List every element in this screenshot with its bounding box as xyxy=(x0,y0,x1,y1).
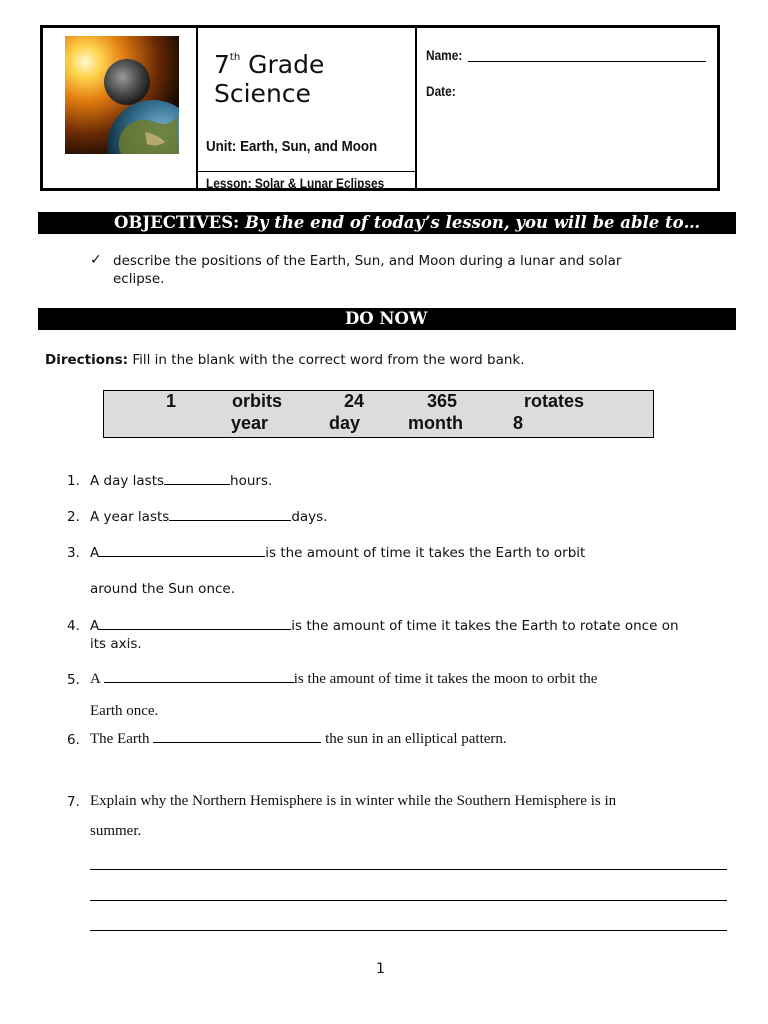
date-label: Date: xyxy=(426,84,456,99)
question-number: 5. xyxy=(67,672,80,688)
header-table xyxy=(40,25,720,191)
word-bank-item: 1 xyxy=(166,391,177,411)
question-text: is the amount of time it takes the Earth to rotate once on xyxy=(291,618,679,634)
question-text: Earth once. xyxy=(90,703,159,719)
question-number: 3. xyxy=(67,545,80,561)
answer-line[interactable] xyxy=(90,869,727,870)
checkmark-icon: ✓ xyxy=(90,252,102,268)
question-number: 4. xyxy=(67,618,80,634)
word-bank-item: 8 xyxy=(513,413,524,433)
question-text: the sun in an elliptical pattern. xyxy=(321,731,507,747)
name-label: Name: xyxy=(426,48,463,63)
objectives-intro: By the end of today’s lesson, you will be able to… xyxy=(244,213,701,232)
question-text: Explain why the Northern Hemisphere is in winter while the Southern Hemisphere is in xyxy=(90,793,617,809)
word-bank-item: month xyxy=(408,413,463,433)
answer-blank[interactable] xyxy=(164,483,230,485)
directions-label: Directions: xyxy=(45,352,129,368)
word-bank-item: 365 xyxy=(427,391,458,411)
word-bank-item: orbits xyxy=(232,391,283,411)
question-text: hours. xyxy=(230,473,273,489)
page-number: 1 xyxy=(376,961,385,977)
directions xyxy=(45,352,525,368)
earth-sun-moon-image xyxy=(65,36,179,154)
word-bank-item: 24 xyxy=(344,391,365,411)
name-field[interactable] xyxy=(468,61,706,62)
course-title: 7th Grade Science xyxy=(214,50,325,108)
answer-blank[interactable] xyxy=(99,555,265,557)
question-number: 7. xyxy=(67,794,80,810)
do-now-label: DO NOW xyxy=(345,309,428,328)
answer-blank[interactable] xyxy=(99,628,291,630)
question-number: 2. xyxy=(67,509,80,525)
header-name-cell xyxy=(417,28,717,188)
question-text: is the amount of time it takes the Earth to orbit xyxy=(265,545,586,561)
question-text: summer. xyxy=(90,823,142,839)
word-bank-item: year xyxy=(231,413,269,433)
answer-line[interactable] xyxy=(90,930,727,931)
header-image-cell xyxy=(43,28,198,188)
question-number: 1. xyxy=(67,473,80,489)
objectives-label: OBJECTIVES: xyxy=(114,213,240,232)
directions-text: Fill in the blank with the correct word from the word bank. xyxy=(128,352,525,368)
question-text: around the Sun once. xyxy=(90,581,236,597)
question-text: A xyxy=(90,671,104,687)
question-text: its axis. xyxy=(90,636,142,652)
question-text: A year lasts xyxy=(90,509,170,525)
word-bank-item: day xyxy=(329,413,361,433)
question-text: A xyxy=(90,618,100,634)
header-title-cell xyxy=(198,28,417,191)
objectives-bar xyxy=(38,212,736,234)
question-number: 6. xyxy=(67,732,80,748)
question-text: is the amount of time it takes the moon to orbit the xyxy=(293,671,598,687)
do-now-bar xyxy=(38,308,736,330)
unit-label: Unit: Earth, Sun, and Moon xyxy=(206,139,378,155)
divider xyxy=(198,171,415,172)
word-bank-item: rotates xyxy=(524,391,585,411)
question-text: days. xyxy=(291,509,328,525)
lesson-label: Lesson: Solar & Lunar Eclipses xyxy=(206,176,385,191)
question-text: A xyxy=(90,545,100,561)
answer-blank[interactable] xyxy=(169,519,291,521)
answer-blank[interactable] xyxy=(153,741,321,743)
objective-text: describe the positions of the Earth, Sun, and Moon during a lunar and solar eclipse. xyxy=(113,253,622,287)
question-text: A day lasts xyxy=(90,473,165,489)
question-text: The Earth xyxy=(90,731,154,747)
answer-blank[interactable] xyxy=(104,681,294,683)
answer-line[interactable] xyxy=(90,900,727,901)
word-bank xyxy=(103,390,654,438)
